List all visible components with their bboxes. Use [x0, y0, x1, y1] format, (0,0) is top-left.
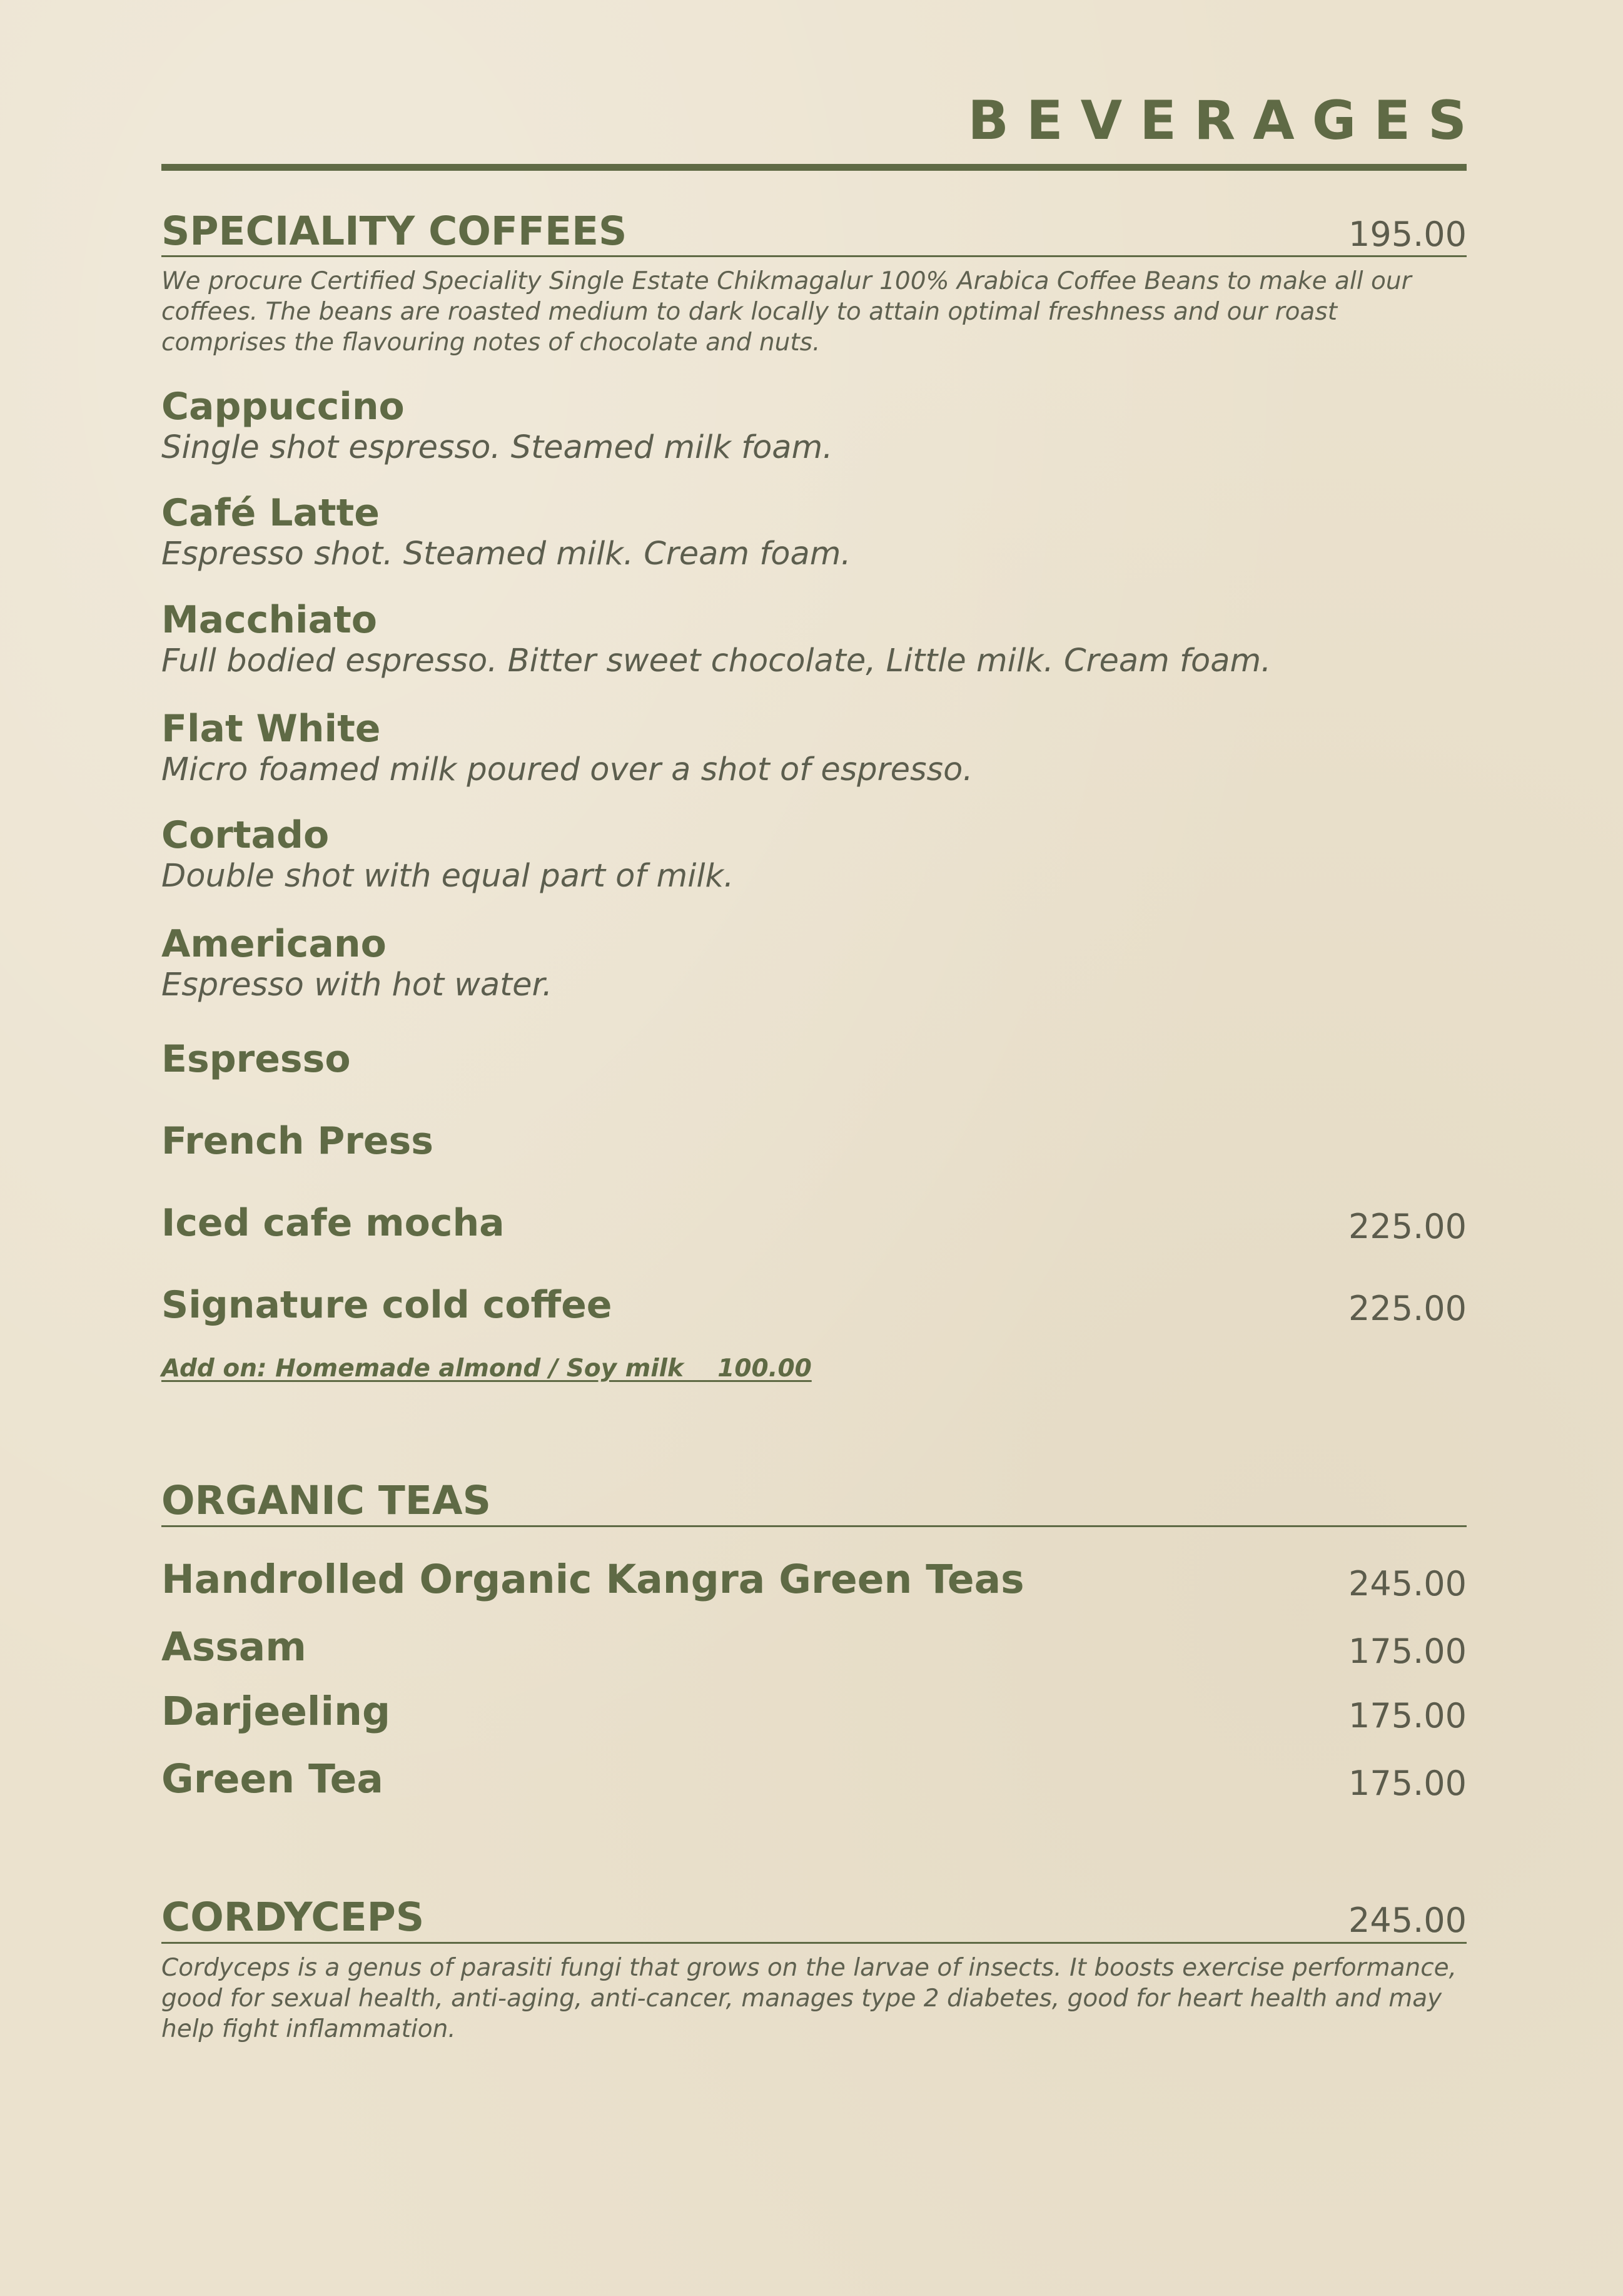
- item-price: 225.00: [1348, 1207, 1467, 1247]
- menu-item: [161, 492, 1467, 573]
- item-name: Macchiato: [161, 597, 377, 642]
- item-name: Iced cafe mocha: [161, 1201, 505, 1246]
- coffees-description: We procure Certified Speciality Single Estate Chikmagalur 100% Arabica Coffee Beans to make all our coffees. The beans are roasted medium to dark locally to attain optimal freshness and our roast comprises the flavouring notes of chocolate and nuts.: [161, 267, 1412, 357]
- tea-price: 175.00: [1348, 1695, 1467, 1735]
- item-description: Full bodied espresso. Bitter sweet chocolate, Little milk. Cream foam.: [161, 642, 1272, 679]
- menu-item: [161, 1284, 1467, 1327]
- item-name: Signature cold coffee: [161, 1283, 612, 1328]
- item-description: Espresso with hot water.: [161, 967, 553, 1004]
- tea-name: Green Tea: [161, 1756, 383, 1802]
- item-name: Cappuccino: [161, 385, 405, 429]
- page-title: BEVERAGES: [968, 89, 1484, 152]
- item-price: 225.00: [1348, 1289, 1467, 1329]
- coffees-price: 195.00: [1348, 214, 1467, 254]
- cordyceps-section: [161, 1896, 1467, 2044]
- menu-item: [161, 385, 1467, 467]
- menu-item: [161, 1038, 1467, 1081]
- tea-price: 175.00: [1348, 1632, 1467, 1672]
- item-name: Americano: [161, 922, 387, 967]
- teas-title: ORGANIC TEAS: [161, 1478, 492, 1524]
- item-name: Café Latte: [161, 491, 380, 536]
- menu-item: [161, 1120, 1467, 1163]
- tea-name: Handrolled Organic Kangra Green Teas: [161, 1556, 1024, 1602]
- menu-item: [161, 599, 1467, 680]
- cordyceps-header: [161, 1896, 1467, 1943]
- coffees-header: [161, 210, 1467, 257]
- menu-item: [161, 923, 1467, 1004]
- item-description: Espresso shot. Steamed milk. Cream foam.: [161, 536, 851, 573]
- cordyceps-title: CORDYCEPS: [161, 1894, 425, 1941]
- item-name: Cortado: [161, 813, 330, 858]
- teas-section: [161, 1479, 1467, 1802]
- addon-note: Add on: Homemade almond / Soy milk 100.00: [161, 1354, 812, 1383]
- item-description: Double shot with equal part of milk.: [161, 858, 734, 895]
- menu-item: [161, 1202, 1467, 1245]
- coffees-section: [161, 210, 1467, 1383]
- tea-price: 175.00: [1348, 1764, 1467, 1804]
- cordyceps-description: Cordyceps is a genus of parasiti fungi that grows on the larvae of insects. It boosts exercise performance, good for sexual health, anti-aging, anti-cancer, manages type 2 diabetes, good for heart health and may help fight inflammation.: [161, 1953, 1457, 2043]
- menu-page: [161, 89, 1484, 2045]
- teas-header: [161, 1479, 1467, 1526]
- tea-price: 245.00: [1348, 1563, 1467, 1603]
- tea-name: Darjeeling: [161, 1688, 391, 1734]
- cordyceps-price: 245.00: [1348, 1901, 1467, 1941]
- tea-item: [161, 1689, 1467, 1734]
- menu-item: [161, 814, 1467, 895]
- tea-item: [161, 1557, 1467, 1602]
- item-name: Espresso: [161, 1037, 351, 1082]
- item-description: Single shot espresso. Steamed milk foam.: [161, 429, 833, 467]
- item-name: Flat White: [161, 706, 381, 751]
- tea-item: [161, 1625, 1467, 1670]
- title-divider: [161, 164, 1467, 171]
- menu-item: [161, 708, 1467, 789]
- item-description: Micro foamed milk poured over a shot of espresso.: [161, 751, 973, 788]
- tea-name: Assam: [161, 1624, 306, 1670]
- coffees-title: SPECIALITY COFFEES: [161, 208, 627, 254]
- tea-item: [161, 1757, 1467, 1802]
- item-name: French Press: [161, 1119, 433, 1164]
